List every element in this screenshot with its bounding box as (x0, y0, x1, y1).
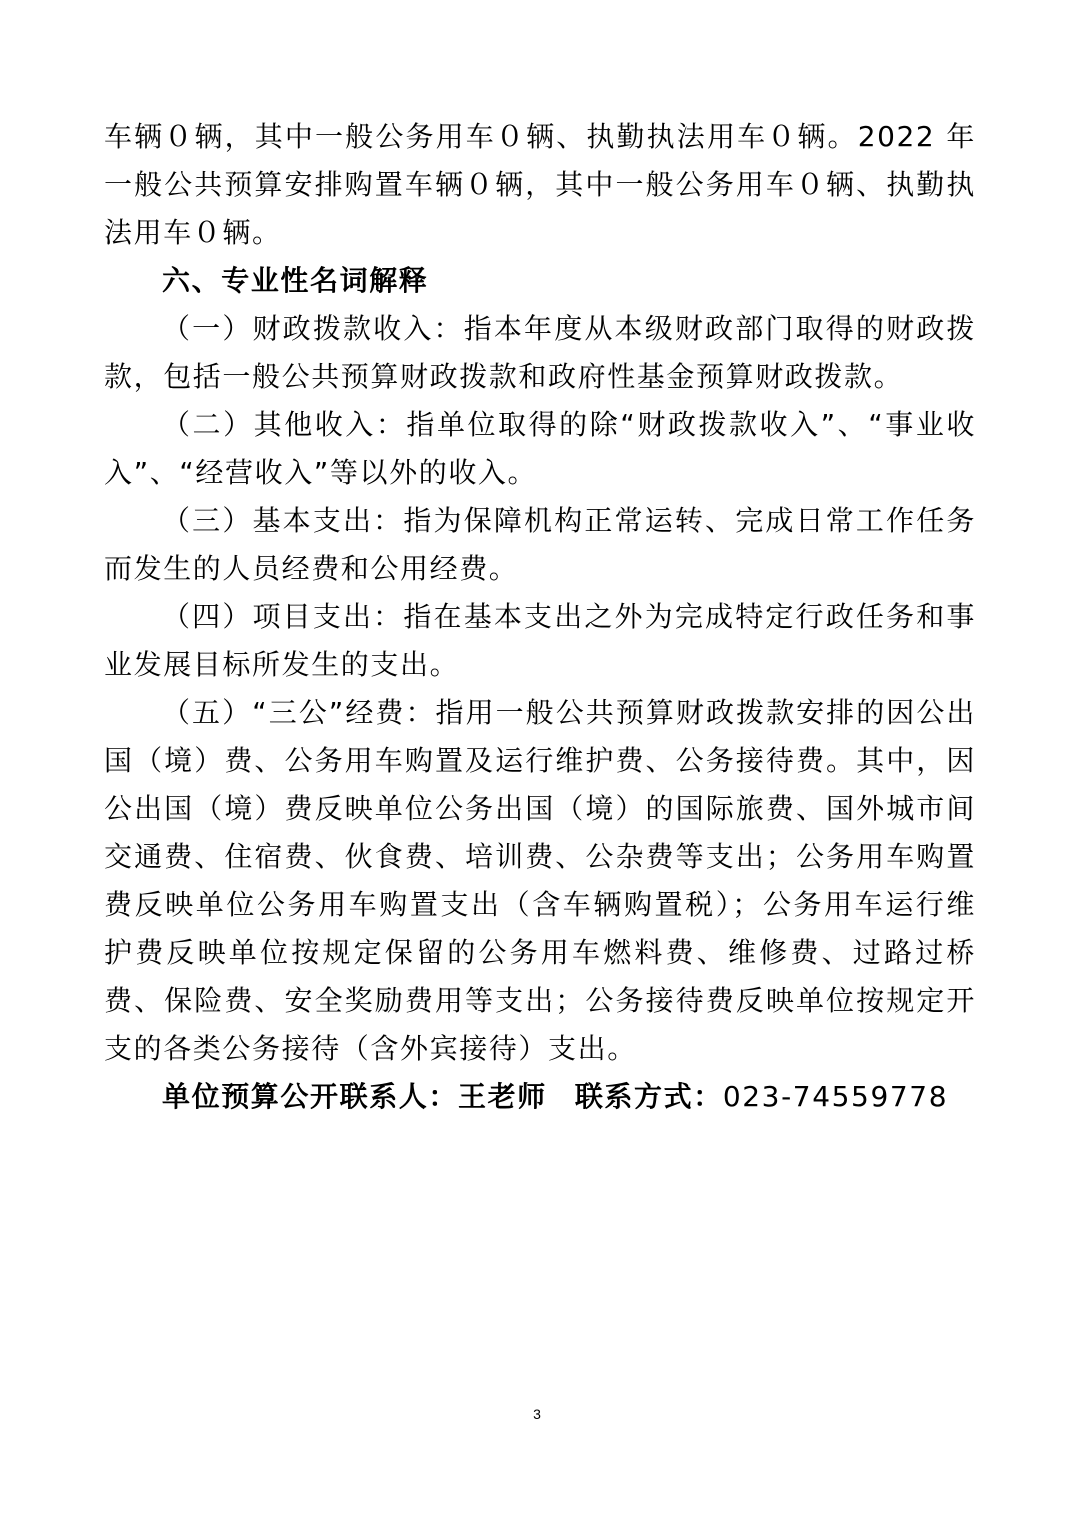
paragraph-term-fiscal-appropriation: （一）财政拨款收入：指本年度从本级财政部门取得的财政拨款，包括一般公共预算财政拨款和政府性基金预算财政拨款。 (104, 312, 976, 393)
paragraph-term-project-expenditure: （四）项目支出：指在基本支出之外为完成特定行政任务和事业发展目标所发生的支出。 (104, 600, 976, 681)
contact-method-label: 联系方式： (574, 1080, 723, 1113)
section-heading-terminology: 六、专业性名词解释 (162, 264, 429, 297)
document-body (104, 113, 976, 1121)
contact-phone: 023-74559778 (722, 1080, 949, 1113)
paragraph-term-other-income: （二）其他收入：指单位取得的除“财政拨款收入”、“事业收入”、“经营收入”等以外的收入。 (104, 408, 976, 489)
paragraph-vehicle-continuation: 车辆０辆，其中一般公务用车０辆、执勤执法用车０辆。2022 年一般公共预算安排购置车辆０辆，其中一般公务用车０辆、执勤执法用车０辆。 (104, 120, 976, 249)
paragraph-term-basic-expenditure: （三）基本支出：指为保障机构正常运转、完成日常工作任务而发生的人员经费和公用经费。 (104, 504, 976, 585)
page-number: 3 (533, 1406, 541, 1422)
paragraph-term-three-public-expenses: （五）“三公”经费：指用一般公共预算财政拨款安排的因公出国（境）费、公务用车购置及运行维护费、公务接待费。其中，因公出国（境）费反映单位公务出国（境）的国际旅费、国外城市间交通费、住宿费、伙食费、培训费、公杂费等支出；公务用车购置费反映单位公务用车购置支出（含车辆购置税）；公务用车运行维护费反映单位按规定保留的公务用车燃料费、维修费、过路过桥费、保险费、安全奖励费用等支出；公务接待费反映单位按规定开支的各类公务接待（含外宾接待）支出。 (104, 696, 976, 1065)
contact-person-name: 王老师 (458, 1080, 547, 1113)
contact-person-label: 单位预算公开联系人： (162, 1080, 459, 1113)
contact-line (104, 1073, 976, 1121)
